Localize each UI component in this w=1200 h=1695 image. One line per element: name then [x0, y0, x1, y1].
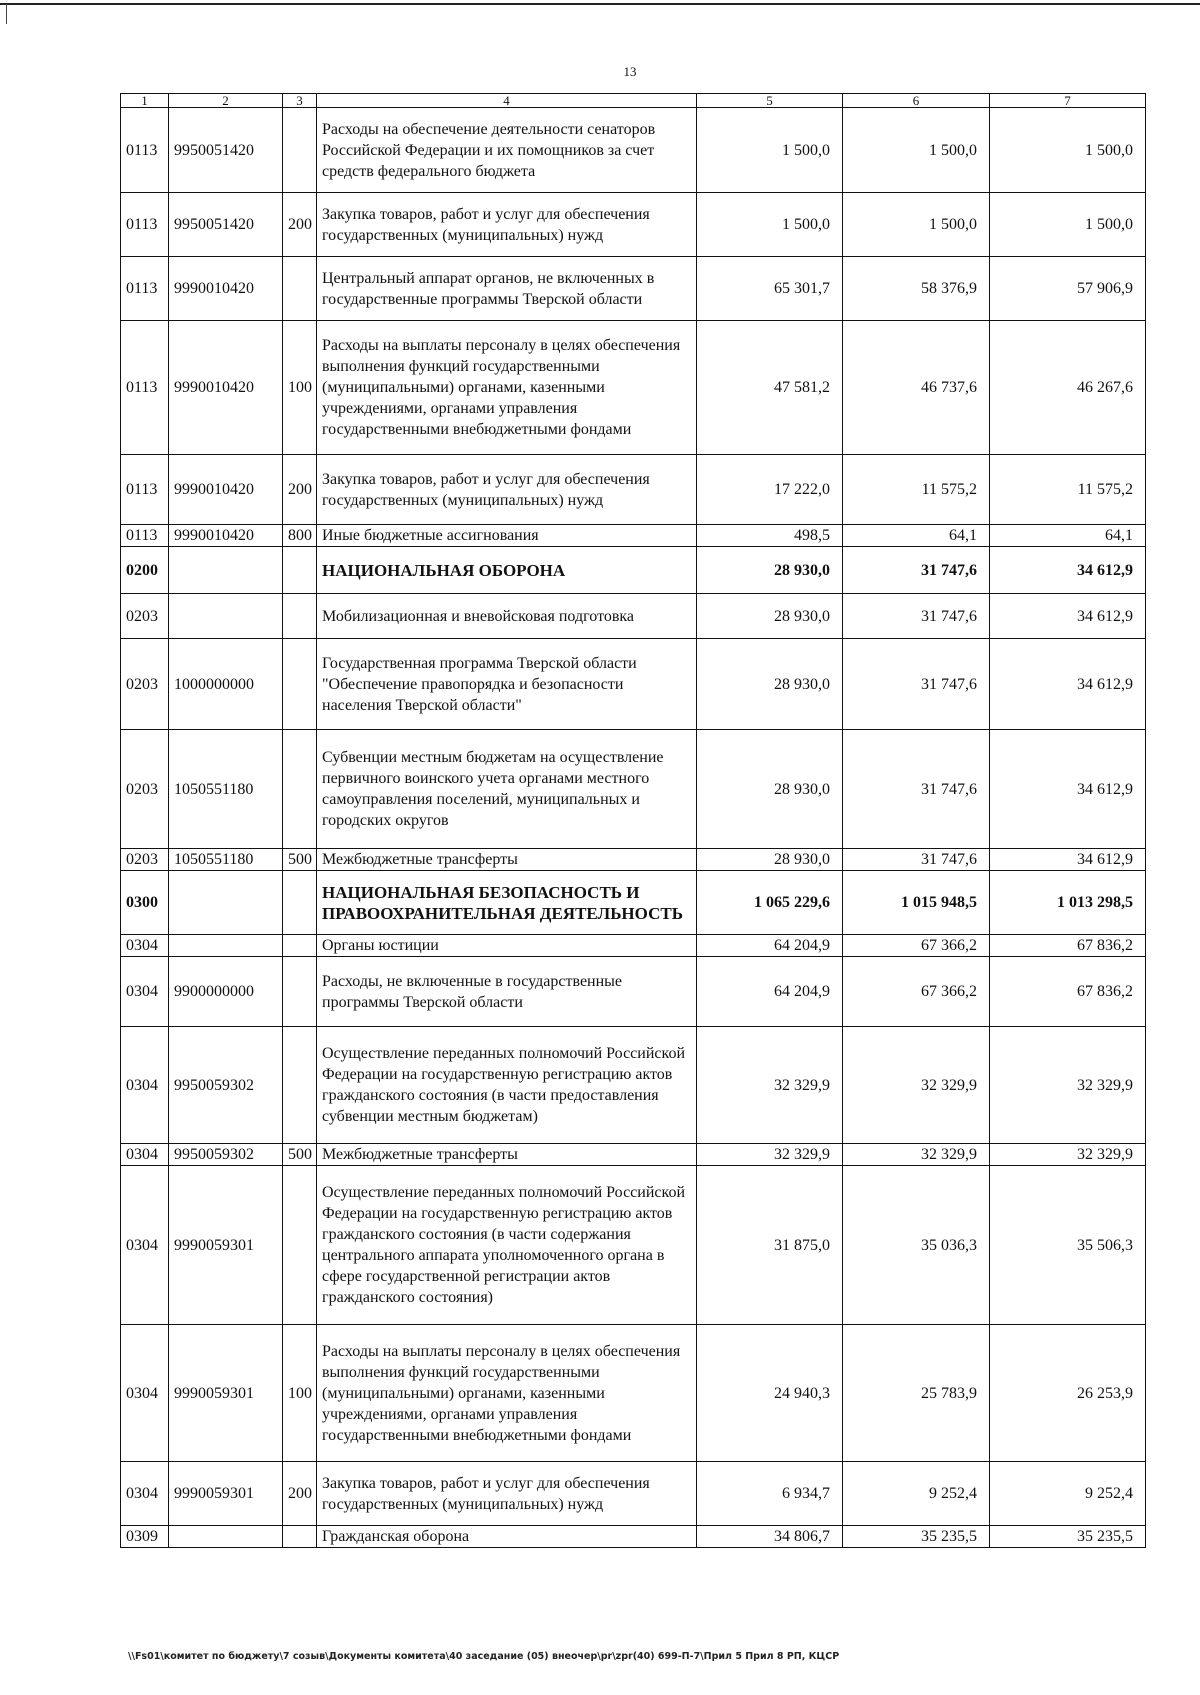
section-code-cell: 0113: [121, 455, 169, 525]
table-row: [121, 849, 1146, 871]
expense-type-cell: [283, 871, 317, 935]
amount-year3-cell: 9 252,4: [990, 1462, 1146, 1526]
amount-year2-cell: 64,1: [843, 525, 990, 547]
amount-year3-cell: 26 253,9: [990, 1325, 1146, 1462]
section-code-cell: 0203: [121, 594, 169, 639]
amount-year1-cell: 1 065 229,6: [697, 871, 843, 935]
target-article-cell: 9990059301: [169, 1462, 283, 1526]
amount-year1-cell: 34 806,7: [697, 1526, 843, 1548]
table-row: [121, 321, 1146, 455]
target-article-cell: 1050551180: [169, 849, 283, 871]
amount-year1-cell: 1 500,0: [697, 193, 843, 257]
amount-year2-cell: 9 252,4: [843, 1462, 990, 1526]
expense-type-cell: 500: [283, 849, 317, 871]
item-name-cell: Осуществление переданных полномочий Российской Федерации на государственную регистрацию актов гражданского состояния (в части предоставления субвенции местным бюджетам): [317, 1027, 697, 1144]
expense-type-cell: [283, 547, 317, 594]
amount-year2-cell: 35 036,3: [843, 1166, 990, 1325]
amount-year1-cell: 32 329,9: [697, 1027, 843, 1144]
target-article-cell: 9950051420: [169, 193, 283, 257]
amount-year2-cell: 31 747,6: [843, 547, 990, 594]
amount-year2-cell: 1 500,0: [843, 108, 990, 193]
expense-type-cell: [283, 1027, 317, 1144]
table-row: [121, 455, 1146, 525]
page-number: 13: [623, 64, 637, 79]
table-row: [121, 594, 1146, 639]
column-header: 1: [121, 94, 169, 108]
target-article-cell: [169, 594, 283, 639]
item-name-cell: НАЦИОНАЛЬНАЯ БЕЗОПАСНОСТЬ И ПРАВООХРАНИТЕЛЬНАЯ ДЕЯТЕЛЬНОСТЬ: [317, 871, 697, 935]
item-name-cell: Межбюджетные трансферты: [317, 1144, 697, 1166]
item-name-cell: Расходы на обеспечение деятельности сенаторов Российской Федерации и их помощников за счет средств федерального бюджета: [317, 108, 697, 193]
amount-year1-cell: 17 222,0: [697, 455, 843, 525]
amount-year3-cell: 11 575,2: [990, 455, 1146, 525]
amount-year3-cell: 34 612,9: [990, 730, 1146, 849]
amount-year1-cell: 28 930,0: [697, 547, 843, 594]
table-row: [121, 1027, 1146, 1144]
amount-year1-cell: 31 875,0: [697, 1166, 843, 1325]
amount-year3-cell: 67 836,2: [990, 935, 1146, 957]
item-name-cell: Осуществление переданных полномочий Российской Федерации на государственную регистрацию актов гражданского состояния (в части содержания центрального аппарата уполномоченного органа в сфере государственной регистрации актов гражданского состояния): [317, 1166, 697, 1325]
section-code-cell: 0304: [121, 1027, 169, 1144]
section-code-cell: 0304: [121, 935, 169, 957]
expense-type-cell: 200: [283, 193, 317, 257]
section-code-cell: 0113: [121, 321, 169, 455]
section-code-cell: 0113: [121, 257, 169, 321]
target-article-cell: 9990059301: [169, 1325, 283, 1462]
expense-type-cell: 100: [283, 321, 317, 455]
amount-year3-cell: 1 500,0: [990, 193, 1146, 257]
table-row: [121, 957, 1146, 1027]
amount-year2-cell: 31 747,6: [843, 594, 990, 639]
table-row: [121, 1166, 1146, 1325]
amount-year1-cell: 28 930,0: [697, 730, 843, 849]
table-row: [121, 108, 1146, 193]
item-name-cell: Центральный аппарат органов, не включенных в государственные программы Тверской области: [317, 257, 697, 321]
amount-year1-cell: 24 940,3: [697, 1325, 843, 1462]
expense-type-cell: [283, 957, 317, 1027]
table-row: [121, 639, 1146, 730]
section-code-cell: 0203: [121, 639, 169, 730]
item-name-cell: Мобилизационная и вневойсковая подготовка: [317, 594, 697, 639]
amount-year2-cell: 35 235,5: [843, 1526, 990, 1548]
expense-type-cell: [283, 108, 317, 193]
amount-year1-cell: 64 204,9: [697, 935, 843, 957]
expense-type-cell: 200: [283, 455, 317, 525]
target-article-cell: 1050551180: [169, 730, 283, 849]
section-code-cell: 0304: [121, 957, 169, 1027]
expense-type-cell: [283, 594, 317, 639]
amount-year1-cell: 498,5: [697, 525, 843, 547]
amount-year3-cell: 57 906,9: [990, 257, 1146, 321]
item-name-cell: Субвенции местным бюджетам на осуществление первичного воинского учета органами местного самоуправления поселений, муниципальных и городских округов: [317, 730, 697, 849]
expense-type-cell: 200: [283, 1462, 317, 1526]
item-name-cell: Закупка товаров, работ и услуг для обеспечения государственных (муниципальных) нужд: [317, 1462, 697, 1526]
expense-type-cell: 800: [283, 525, 317, 547]
table-row: [121, 1462, 1146, 1526]
amount-year1-cell: 1 500,0: [697, 108, 843, 193]
amount-year2-cell: 32 329,9: [843, 1027, 990, 1144]
table-body: [121, 94, 1146, 1548]
amount-year1-cell: 28 930,0: [697, 639, 843, 730]
amount-year1-cell: 28 930,0: [697, 594, 843, 639]
amount-year3-cell: 64,1: [990, 525, 1146, 547]
item-name-cell: Органы юстиции: [317, 935, 697, 957]
section-code-cell: 0113: [121, 108, 169, 193]
amount-year3-cell: 35 235,5: [990, 1526, 1146, 1548]
amount-year3-cell: 34 612,9: [990, 547, 1146, 594]
amount-year3-cell: 35 506,3: [990, 1166, 1146, 1325]
item-name-cell: Межбюджетные трансферты: [317, 849, 697, 871]
amount-year3-cell: 1 500,0: [990, 108, 1146, 193]
section-code-cell: 0113: [121, 193, 169, 257]
column-header: 7: [990, 94, 1146, 108]
amount-year3-cell: 32 329,9: [990, 1027, 1146, 1144]
amount-year2-cell: 31 747,6: [843, 849, 990, 871]
amount-year3-cell: 67 836,2: [990, 957, 1146, 1027]
table-row: [121, 871, 1146, 935]
item-name-cell: Иные бюджетные ассигнования: [317, 525, 697, 547]
scan-edge-mark: [6, 4, 7, 24]
item-name-cell: Государственная программа Тверской области "Обеспечение правопорядка и безопасности населения Тверской области": [317, 639, 697, 730]
section-code-cell: 0304: [121, 1462, 169, 1526]
target-article-cell: [169, 871, 283, 935]
amount-year1-cell: 32 329,9: [697, 1144, 843, 1166]
expense-type-cell: [283, 730, 317, 849]
amount-year2-cell: 31 747,6: [843, 639, 990, 730]
table-row: [121, 547, 1146, 594]
amount-year1-cell: 6 934,7: [697, 1462, 843, 1526]
target-article-cell: 9950059302: [169, 1027, 283, 1144]
item-name-cell: Закупка товаров, работ и услуг для обеспечения государственных (муниципальных) нужд: [317, 455, 697, 525]
table-row: [121, 1325, 1146, 1462]
expense-type-cell: 500: [283, 1144, 317, 1166]
column-number-row: [121, 94, 1146, 108]
table-row: [121, 730, 1146, 849]
target-article-cell: 9950059302: [169, 1144, 283, 1166]
table-row: [121, 193, 1146, 257]
expense-type-cell: [283, 1166, 317, 1325]
section-code-cell: 0300: [121, 871, 169, 935]
column-header: 6: [843, 94, 990, 108]
target-article-cell: 9990010420: [169, 455, 283, 525]
target-article-cell: 1000000000: [169, 639, 283, 730]
table-row: [121, 935, 1146, 957]
table-row: [121, 1526, 1146, 1548]
amount-year2-cell: 67 366,2: [843, 957, 990, 1027]
section-code-cell: 0304: [121, 1325, 169, 1462]
target-article-cell: 9990010420: [169, 525, 283, 547]
target-article-cell: 9900000000: [169, 957, 283, 1027]
target-article-cell: 9990010420: [169, 321, 283, 455]
amount-year2-cell: 11 575,2: [843, 455, 990, 525]
amount-year3-cell: 34 612,9: [990, 594, 1146, 639]
target-article-cell: [169, 935, 283, 957]
section-code-cell: 0304: [121, 1166, 169, 1325]
table-row: [121, 525, 1146, 547]
amount-year1-cell: 64 204,9: [697, 957, 843, 1027]
column-header: 2: [169, 94, 283, 108]
target-article-cell: 9990010420: [169, 257, 283, 321]
target-article-cell: 9990059301: [169, 1166, 283, 1325]
item-name-cell: Закупка товаров, работ и услуг для обеспечения государственных (муниципальных) нужд: [317, 193, 697, 257]
column-header: 3: [283, 94, 317, 108]
table-row: [121, 1144, 1146, 1166]
target-article-cell: [169, 547, 283, 594]
target-article-cell: 9950051420: [169, 108, 283, 193]
section-code-cell: 0304: [121, 1144, 169, 1166]
item-name-cell: Расходы на выплаты персоналу в целях обеспечения выполнения функций государственными (муниципальными) органами, казенными учреждениями, органами управления государственными внебюджетными фондами: [317, 321, 697, 455]
amount-year3-cell: 34 612,9: [990, 849, 1146, 871]
expense-type-cell: [283, 1526, 317, 1548]
amount-year3-cell: 1 013 298,5: [990, 871, 1146, 935]
amount-year2-cell: 1 500,0: [843, 193, 990, 257]
amount-year1-cell: 47 581,2: [697, 321, 843, 455]
section-code-cell: 0203: [121, 730, 169, 849]
item-name-cell: Расходы, не включенные в государственные программы Тверской области: [317, 957, 697, 1027]
amount-year2-cell: 25 783,9: [843, 1325, 990, 1462]
expense-type-cell: [283, 257, 317, 321]
amount-year2-cell: 46 737,6: [843, 321, 990, 455]
section-code-cell: 0203: [121, 849, 169, 871]
section-code-cell: 0113: [121, 525, 169, 547]
item-name-cell: НАЦИОНАЛЬНАЯ ОБОРОНА: [317, 547, 697, 594]
item-name-cell: Расходы на выплаты персоналу в целях обеспечения выполнения функций государственными (муниципальными) органами, казенными учреждениями, органами управления государственными внебюджетными фондами: [317, 1325, 697, 1462]
section-code-cell: 0200: [121, 547, 169, 594]
column-header: 5: [697, 94, 843, 108]
amount-year1-cell: 28 930,0: [697, 849, 843, 871]
column-header: 4: [317, 94, 697, 108]
footer-file-path: \\Fs01\комитет по бюджету\7 созыв\Документы комитета\40 заседание (05) внеочер\pr\zpr(40) 699-П-7\Прил 5 Прил 8 РП, КЦСР: [128, 1651, 840, 1662]
amount-year1-cell: 65 301,7: [697, 257, 843, 321]
amount-year3-cell: 34 612,9: [990, 639, 1146, 730]
budget-table: [120, 93, 1146, 1548]
amount-year2-cell: 1 015 948,5: [843, 871, 990, 935]
amount-year2-cell: 58 376,9: [843, 257, 990, 321]
expense-type-cell: [283, 639, 317, 730]
target-article-cell: [169, 1526, 283, 1548]
section-code-cell: 0309: [121, 1526, 169, 1548]
expense-type-cell: 100: [283, 1325, 317, 1462]
amount-year3-cell: 46 267,6: [990, 321, 1146, 455]
expense-type-cell: [283, 935, 317, 957]
item-name-cell: Гражданская оборона: [317, 1526, 697, 1548]
scan-border-line: [0, 3, 1200, 5]
amount-year2-cell: 31 747,6: [843, 730, 990, 849]
amount-year2-cell: 67 366,2: [843, 935, 990, 957]
amount-year3-cell: 32 329,9: [990, 1144, 1146, 1166]
amount-year2-cell: 32 329,9: [843, 1144, 990, 1166]
table-row: [121, 257, 1146, 321]
